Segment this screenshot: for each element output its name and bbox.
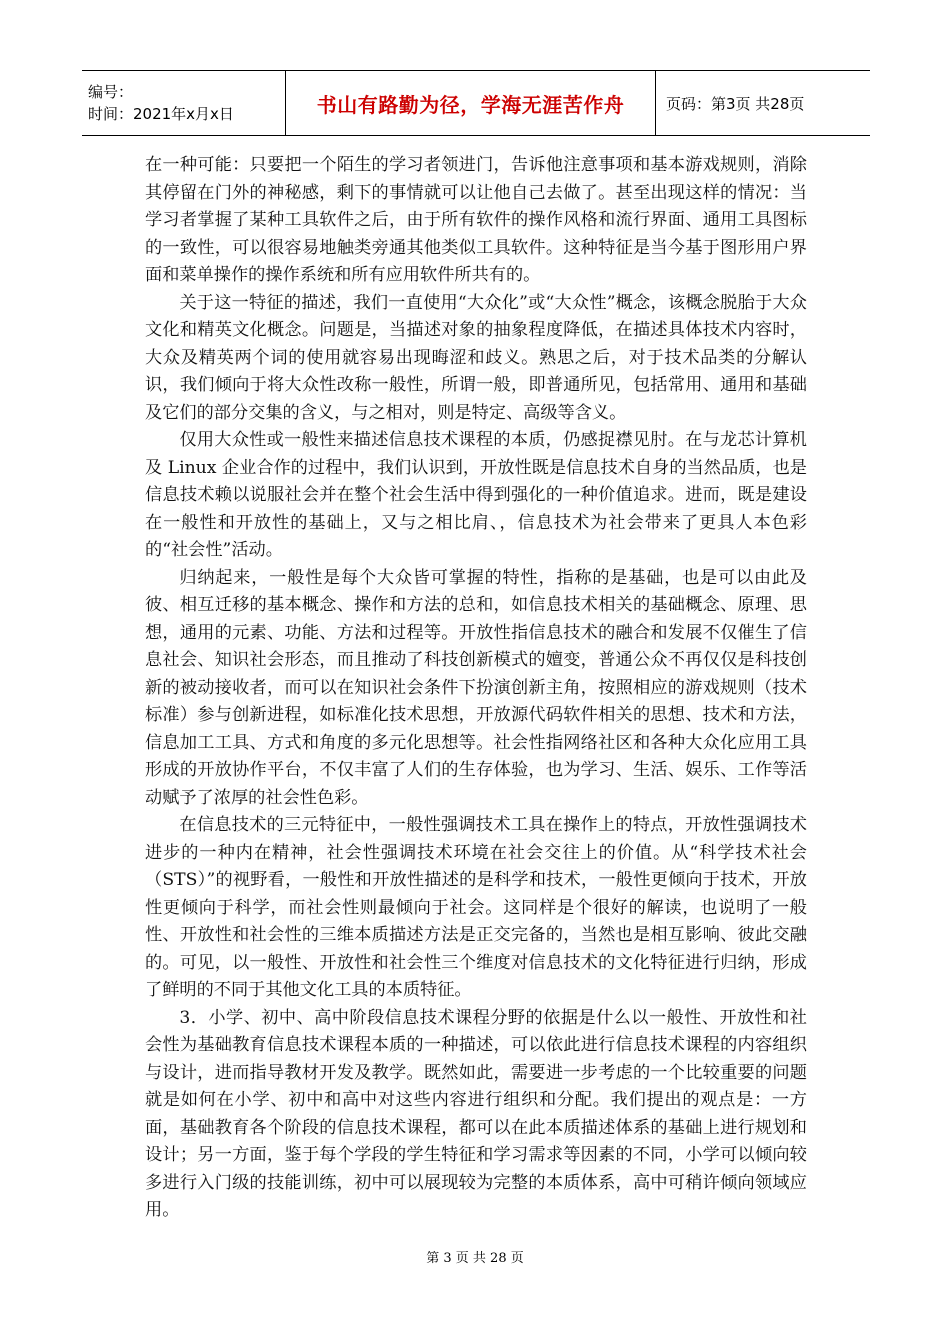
document-body — [145, 152, 807, 1225]
header-motto: 书山有路勤为径，学海无涯苦作舟 — [285, 71, 656, 135]
header-page-info: 页码：第3页 共28页 — [666, 94, 805, 113]
paragraph-6: 3．小学、初中、高中阶段信息技术课程分野的依据是什么以一般性、开放性和社会性为基础教育信息技术课程本质的一种描述，可以依此进行信息技术课程的内容组织与设计，进而指导教材开发及教学。既然如此，需要进一步考虑的一个比较重要的问题就是如何在小学、初中和高中对这些内容进行组织和分配。我们提出的观点是：一方面，基础教育各个阶段的信息技术课程，都可以在此本质描述体系的基础上进行规划和设计；另一方面，鉴于每个学段的学生特征和学习需求等因素的不同，小学可以倾向较多进行入门级的技能训练，初中可以展现较为完整的本质体系，高中可稍许倾向领域应用。 — [145, 1007, 807, 1220]
document-number-label: 编号： — [88, 83, 134, 101]
paragraph-5: 在信息技术的三元特征中，一般性强调技术工具在操作上的特点，开放性强调技术进步的一种内在精神，社会性强调技术环境在社会交往上的价值。从“科学技术社会（STS）”的视野看，一般性和开放性描述的是科学和技术，一般性更倾向于技术，开放性更倾向于科学，而社会性则最倾向于社会。这同样是个很好的解读，也说明了一般性、开放性和社会性的三维本质描述方法是正交完备的，当然也是相互影响、彼此交融的。可见，以一般性、开放性和社会性三个维度对信息技术的文化特征进行归纳，形成了鲜明的不同于其他文化工具的本质特征。 — [145, 815, 807, 1000]
paragraph-4: 归纳起来，一般性是每个大众皆可掌握的特性，指称的是基础，也是可以由此及彼、相互迁移的基本概念、操作和方法的总和，如信息技术相关的基础概念、原理、思想，通用的元素、功能、方法和过程等。开放性指信息技术的融合和发展不仅催生了信息社会、知识社会形态，而且推动了科技创新模式的嬗变，普通公众不再仅仅是科技创新的被动接收者，而可以在知识社会条件下扮演创新主角，按照相应的游戏规则（技术标准）参与创新进程，如标准化技术思想，开放源代码软件相关的思想、技术和方法，信息加工工具、方式和角度的多元化思想等。社会性指网络社区和各种大众化应用工具形成的开放协作平台，不仅丰富了人们的生存体验，也为学习、生活、娱乐、工作等活动赋予了浓厚的社会性色彩。 — [145, 567, 807, 808]
page-footer: 第 3 页 共 28 页 — [426, 1251, 524, 1266]
paragraph-2: 关于这一特征的描述，我们一直使用“大众化”或“大众性”概念，该概念脱胎于大众文化和精英文化概念。问题是，当描述对象的抽象程度降低，在描述具体技术内容时，大众及精英两个词的使用就容易出现晦涩和歧义。熟思之后，对于技术品类的分解认识，我们倾向于将大众性改称一般性，所谓一般，即普通所见，包括常用、通用和基础及它们的部分交集的含义，与之相对，则是特定、高级等含义。 — [145, 292, 807, 423]
header-meta — [82, 71, 285, 135]
document-date: 时间：2021年x月x日 — [88, 105, 234, 123]
page-header — [82, 70, 870, 136]
paragraph-3: 仅用大众性或一般性来描述信息技术课程的本质，仍感捉襟见肘。在与龙芯计算机及 Linux 企业合作的过程中，我们认识到，开放性既是信息技术自身的当然品质，也是信息技术赖以说服社会并在整个社会生活中得到强化的一种价值追求。进而，既是建设在一般性和开放性的基础上，又与之相比肩、，信息技术为社会带来了更具人本色彩的“社会性”活动。 — [145, 430, 807, 560]
paragraph-1: 在一种可能：只要把一个陌生的学习者领进门，告诉他注意事项和基本游戏规则，消除其停留在门外的神秘感，剩下的事情就可以让他自己去做了。甚至出现这样的情况：当学习者掌握了某种工具软件之后，由于所有软件的操作风格和流行界面、通用工具图标的一致性，可以很容易地触类旁通其他类似工具软件。这种特征是当今基于图形用户界面和菜单操作的操作系统和所有应用软件所共有的。 — [145, 155, 807, 285]
